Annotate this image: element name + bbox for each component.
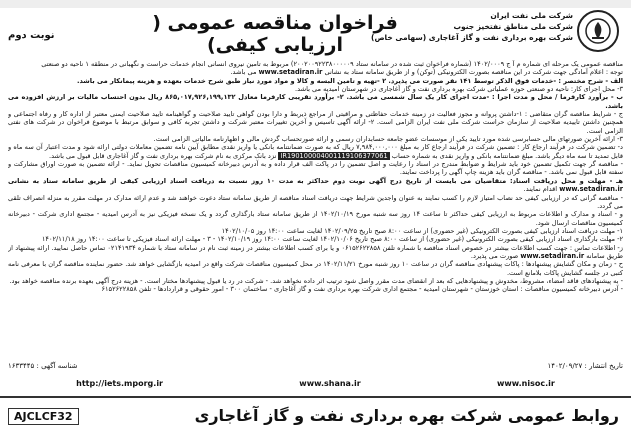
logo-text	[373, 10, 573, 43]
paragraph: - مناقصه گرانی که در ارزیابی کیفی حد نصاب امتیاز لازم را کسب نمایند به عنوان واجدین شرایط جهت دریافت اسناد مناقصه از طریق سامانه ستاد دعوت خواهند شد و عدم ارائه مدارک در مهلت مقرر به منزله انصراف تلقی می گردد.	[8, 193, 623, 210]
paragraph: ۳- ارائه آخرین صورتهای مالی حسابرسی شده مورد تایید یکی از موسسات عضو جامعه حسابداران رسمی و ارائه صورتحساب گردش مالی و اظهارنامه مالیاتی الزامی است.	[153, 135, 623, 144]
paragraph	[8, 244, 623, 261]
paragraph	[8, 68, 623, 76]
paragraph: الف - شرح مختصر : -خدمات فوق الذکر توسط ۱۴۱ نفر صورت می پذیرد. ۲ -تهیه و تامین البسه و کالا و مواد مورد نیاز طبق شرح خدمات بعهده و هزینه پیمانکار می باشد.	[76, 76, 623, 85]
ad-id: شناسه آگهی : ۱۶۳۳۴۴۵	[8, 362, 78, 370]
paragraph: ح - زمان و مکان گشایش پیشنهادها : پاکات پیشنهادی مناقصه گران در ساعت ۱۰ روز شنبه مورخ ۱۴۰۲/۱۱/۲۱ در محل کمیسیون مناقصات شرکت واقع در امیدیه بازگشایی خواهد شد. حضور نماینده مناقصه گران با معرفی نامه کتبی در جلسه گشایش پاکات بلامانع است.	[8, 260, 623, 277]
paragraph: مناقصه عمومی یک مرحله ای شماره م آ ج ۱۴۰۲/۰۰۰۹ (شماره فراخوان ثبت شده در سامانه ستاد ۲۰۰۲۰۰۹۲۲۳۸۰۰۰۰۰۹) مربوط به تامین نیروی انسانی انجام خدمات حراست و نگهبانی در منطقه ۱ ناحیه دو صنعتی	[41, 60, 623, 68]
paragraph: - به پیشنهادهای فاقد امضاء، مشروط، مخدوش و پیشنهادهایی که بعد از انقضای مدت مقرر واصل شود ترتیب اثر داده نخواهد شد. - شرکت در رد یا قبول پیشنهادها مختار است. - هزینه درج آگهی بعهده برنده مناقصه خواهد بود.	[9, 276, 623, 285]
paragraph: ۱- مهلت دریافت اسناد ارزیابی کیفی بصورت الکترونیکی (غیر حضوری) از ساعت ۸:۰۰ صبح تاریخ ۱۴۰۲/۰۹/۲۵ لغایت ساعت ۱۴:۰۰ روز ۱۴۰۲/۱۰/۰۵	[221, 226, 623, 235]
ad-title: فراخوان مناقصه عمومی ( ارزیابی کیفی)	[152, 12, 398, 56]
iban-highlight: IR190100004001119106377061	[280, 151, 388, 160]
paragraph: ۳- محل اجرای کار: ناحیه دو صنعتی حوزه عملیاتی شرکت بهره برداری نفت و گاز آغاجاری در شهرستان امیدیه می باشد.	[295, 85, 623, 94]
publish-date: تاریخ انتشار : ۱۴۰۲/۰۹/۲۷	[547, 362, 623, 370]
text: می باشد.	[230, 68, 257, 77]
text: نزد بانک مرکزی به نام شرکت بهره برداری نفت و گاز آغاجاری قابل قبول می باشد.	[48, 151, 277, 160]
date-row	[8, 362, 623, 374]
paragraph: ۲- مهلت بارگذاری اسناد ارزیابی کیفی بصورت الکترونیکی (غیر حضوری) از ساعت ۸:۰۰ صبح تاریخ ۱۴۰۲/۱۰/۰۶ لغایت ساعت ۱۴:۰۰ روز ۱۴۰۲/۱۰/۱۹ - ۳ - مهلت ارائه اسناد فیزیکی تا ساعت ۱۴:۰۰ روز ۱۴۰۲/۱۱/۱۸	[41, 235, 623, 244]
setad-link[interactable]: www.setadiran.ir	[559, 185, 623, 194]
paragraph: - مناقصه گر جهت تکمیل تضمین خود باید شرایط و ضوابط مندرج در اسناد را رعایت و اصل تضمین را در پاکت الف قرار داده و به آدرس دبیرخانه کمیسیون مناقصات تحویل نماید. - ارائه تضمین به صورت اوراق مشارکت و سفته قابل قبول نمی باشد. - مناقصه گران باید هزینه چاپ آگهی را پرداخت نمایند.	[8, 160, 623, 177]
ad-code: AJCLCF32	[8, 408, 79, 425]
text: توجه : اعلام آمادگی جهت شرکت در این مناقصه بصورت الکترونیکی (توکن) و از طریق سامانه ستاد به نشانی	[324, 68, 623, 77]
ad-body	[8, 60, 623, 360]
text: اقدام نمایند.	[523, 185, 558, 194]
logo-line-2: شرکت ملی مناطق نفتخیز جنوب	[453, 22, 573, 31]
text: ز- اطلاعات تماس : جهت کسب اطلاعات بیشتر در خصوص اسناد مناقصه با شماره تلفن ۰۶۱۵۲۶۲۲۸۵۸ و یا برای کسب اطلاعات بیشتر در زمینه ثبت نام در سامانه ستاد با شماره ۰۲۱۴۱۹۳۴ تماس حاصل نمایید. ارائه پیشنهاد از طریق سامانه	[8, 243, 623, 260]
website-links	[8, 376, 623, 390]
text: د- تضمین شرکت در فرآیند ارجاع کار : تضمین شرکت در فرآیند ارجاع کار به مبلغ ۷,۹۸۴,۰۰۰,۰۰۰ ریال که به صورت ضمانتنامه بانکی یا واریز نقدی مطابق آیین نامه تضمین معاملات دولتی ارائه شود و مدت اعتبار آن سه ماه و قابل تمدید تا سه ماه دیگر باشد. مبلغ ضمانتنامه بانکی و واریز نقدی به شماره حساب	[8, 143, 623, 160]
nisoc-link[interactable]: www.nisoc.ir	[496, 378, 555, 388]
public-relations-title: روابط عمومی شرکت بهره برداری نفت و گاز آغاجاری	[194, 406, 619, 425]
paragraph: و - اسناد و مدارک و اطلاعات مربوط به ارزیابی کیفی حداکثر تا ساعت ۱۴ روز سه شنبه مورخ ۱۴۰۲/۱۰/۱۹ از طریق سامانه ستاد بارگذاری گردد و یک نسخه فیزیکی نیز به آدرس امیدیه - مجتمع اداری شرکت - دبیرخانه کمیسیون مناقصات ارسال شود.	[8, 210, 623, 227]
shana-link[interactable]: www.shana.ir	[299, 378, 361, 388]
nioc-logo-icon	[577, 10, 619, 52]
paragraph	[8, 177, 623, 194]
turn-label: نوبت دوم	[8, 30, 55, 41]
company-logo-block	[365, 6, 625, 60]
footer-band	[0, 396, 631, 435]
logo-line-3: شرکت بهره برداری نفت و گاز آغاجاری (سهامی خاص)	[371, 33, 573, 42]
text: صورت می پذیرد.	[470, 251, 519, 260]
logo-line-1: شرکت ملی نفت ایران	[490, 11, 573, 20]
text: هـ - مهلت و محل دریافت اسناد: متقاضیان می بایست از تاریخ درج آگهی نوبت دوم حداکثر به مدت ۱۰ روز نسبت به دریافت اسناد ارزیابی کیفی از طریق سامانه ستاد به نشانی	[8, 176, 623, 185]
paragraph: ج - شرایط مناقصه گران متقاضی : ۱-داشتن پروانه و مجوز فعالیت در زمینه خدمات حفاظتی و مراقبتی از مراجع ذیربط و دارا بودن گواهی تایید صلاحیت و گواهینامه تایید صلاحیت ایمنی معتبر از اداره کار و رفاه اجتماعی و همچنین داشتن تاییدیه صلاحیت از سازمان حراست شرکت ملی نفت ایران الزامی است. ۲- ارائه آگهی تاسیس و آخرین تغییرات معتبر شرکت و داشتن تجربه کافی و سوابق مرتبط با موضوع فراخوان در شرکت های نفتی الزامی است.	[8, 110, 623, 135]
setad-link[interactable]: www.setadiran.ir	[258, 68, 323, 77]
setad-link[interactable]: www.setadiran.ir	[520, 251, 585, 260]
flame-icon	[584, 17, 612, 45]
paragraph: ب - برآورد کارفرما / محل و مدت اجرا : -مدت اجرای کار یک سال شمسی می باشد. ۲- برآورد تقریبی کارفرما معادل ۸۶۵,۰۱۷,۹۲۶,۱۹۹,۱۳۲ ریال بدون احتساب مالیات بر ارزش افزوده می باشد.	[8, 93, 623, 110]
paragraph: - آدرس دبیرخانه کمیسیون مناقصات : استان خوزستان - شهرستان امیدیه - مجتمع اداری شرکت بهره برداری نفت و گاز آغاجاری - ساختمان ۳۰۰ - امور حقوقی و قراردادها - تلفن ۶۱۵۲۶۲۲۸۵۸	[101, 285, 623, 294]
iets-link[interactable]: http://iets.mporg.ir	[76, 378, 164, 388]
paragraph	[8, 143, 623, 160]
